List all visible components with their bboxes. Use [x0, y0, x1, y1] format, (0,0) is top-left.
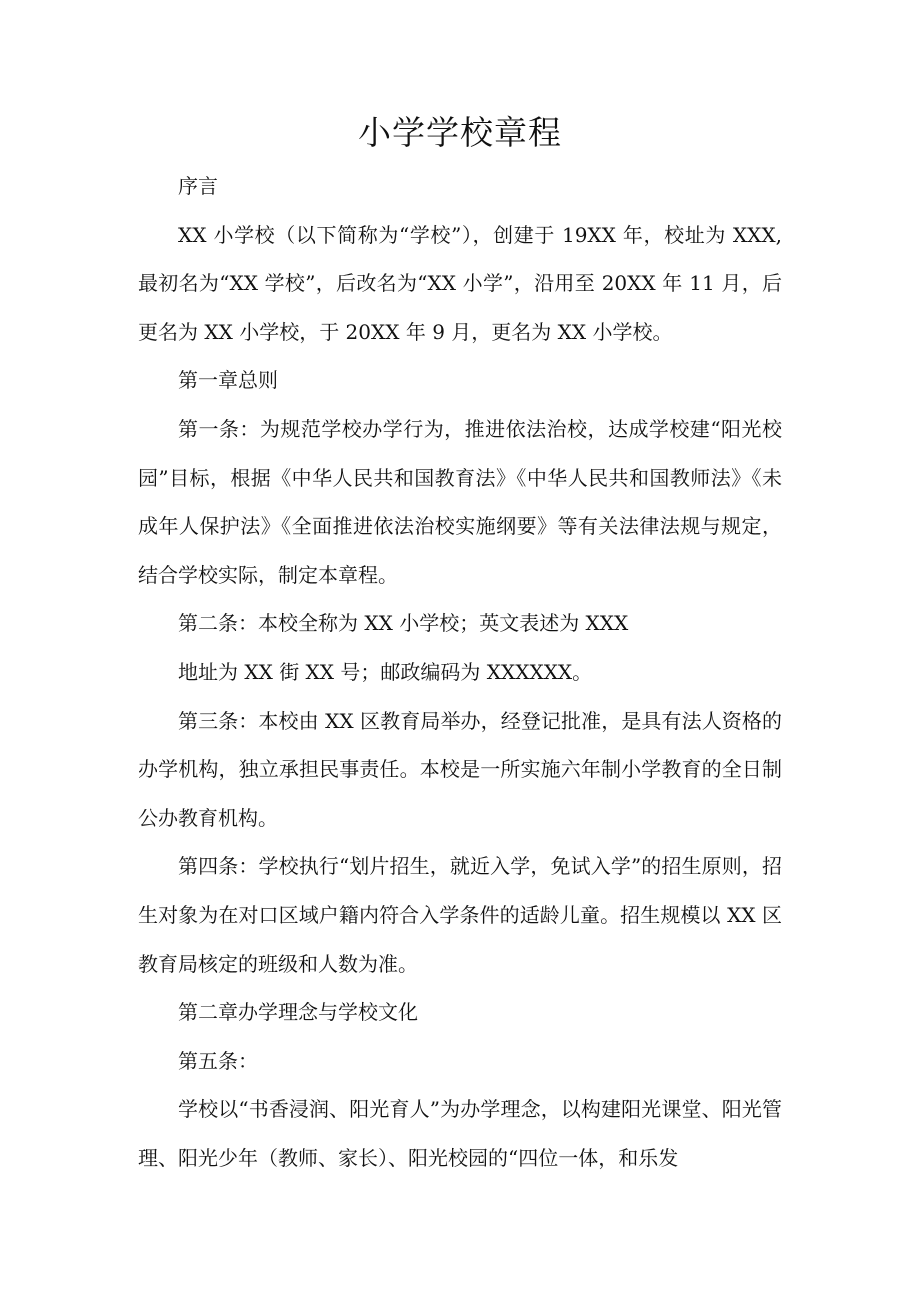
section-preface-heading: 序言 — [178, 174, 218, 198]
article-5-heading: 第五条： — [178, 1048, 258, 1073]
document-body — [138, 162, 782, 1182]
preface-paragraph: XX 小学校（以下简称为“学校”），创建于 19XX 年，校址为 XXX,最初名为“XX 学校”，后改名为“XX 小学”，沿用至 20XX 年 11 月，后更名为 XX 小学校，于 20XX 年 9 月，更名为 XX 小学校。 — [138, 222, 782, 344]
chapter-1-heading: 第一章总则 — [178, 368, 278, 393]
article-2-paragraph: 第二条：本校全称为 XX 小学校；英文表述为 XXX — [178, 611, 629, 636]
article-1-paragraph: 第一条：为规范学校办学行为，推进依法治校，达成学校建“阳光校园”目标，根据《中华人民共和国教育法》《中华人民共和国教师法》《未成年人保护法》《全面推进依法治校实施纲要》等有关法律法规与规定，结合学校实际，制定本章程。 — [138, 416, 782, 587]
document-title: 小学学校章程 — [358, 113, 562, 152]
address-paragraph: 地址为 XX 街 XX 号；邮政编码为 XXXXXX。 — [178, 659, 593, 684]
article-3-paragraph: 第三条：本校由 XX 区教育局举办，经登记批准，是具有法人资格的办学机构，独立承担民事责任。本校是一所实施六年制小学教育的全日制公办教育机构。 — [138, 708, 782, 830]
article-5-paragraph: 学校以“书香浸润、阳光育人”为办学理念，以构建阳光课堂、阳光管理、阳光少年（教师、家长）、阳光校园的“四位一体，和乐发 — [138, 1097, 782, 1170]
chapter-2-heading: 第二章办学理念与学校文化 — [178, 1000, 418, 1025]
article-4-paragraph: 第四条：学校执行“划片招生，就近入学，免试入学”的招生原则，招生对象为在对口区域户籍内符合入学条件的适龄儿童。招生规模以 XX 区教育局核定的班级和人数为准。 — [138, 854, 782, 976]
